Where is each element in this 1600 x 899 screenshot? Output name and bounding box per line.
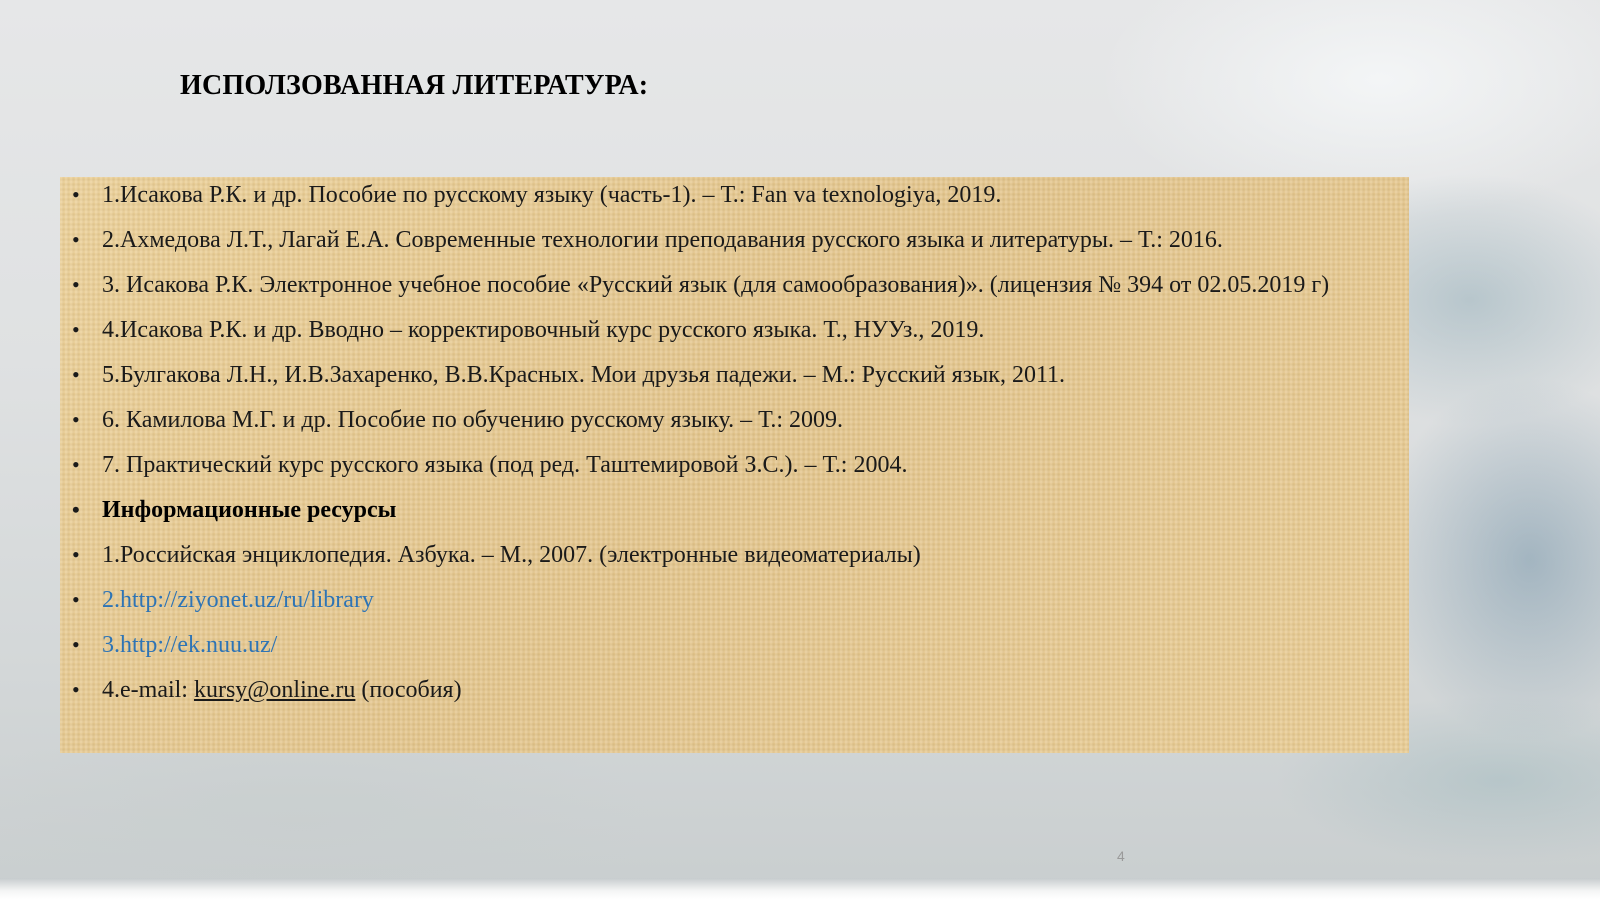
- list-item: [60, 226, 1409, 255]
- bullet-icon: •: [72, 452, 80, 477]
- ziyonet-link[interactable]: 2.http://ziyonet.uz/ru/library: [102, 587, 374, 613]
- list-item: [60, 631, 1409, 660]
- list-item: [60, 361, 1409, 390]
- resource-text: 1.Российская энциклопедия. Азбука. – М., 2007. (электронные видеоматериалы): [102, 542, 921, 568]
- bullet-icon: •: [72, 317, 80, 342]
- reference-text: 5.Булгакова Л.Н., И.В.Захаренко, В.В.Красных. Мои друзья падежи. – М.: Русский язык, 2011.: [102, 362, 1066, 388]
- reference-text: 4.Исакова Р.К. и др. Вводно – корректировочный курс русского языка. Т., НУУз., 2019.: [102, 317, 985, 343]
- bullet-icon: •: [72, 362, 80, 387]
- slide-title: ИСПОЛЗОВАННАЯ ЛИТЕРАТУРА:: [180, 70, 649, 101]
- list-item: [60, 406, 1409, 435]
- bullet-icon: •: [72, 497, 80, 522]
- reference-text: 6. Камилова М.Г. и др. Пособие по обучению русскому языку. – Т.: 2009.: [102, 407, 843, 433]
- resources-heading-item: [60, 496, 1409, 525]
- bullet-icon: •: [72, 407, 80, 432]
- reference-text: 7. Практический курс русского языка (под ред. Таштемировой З.С.). – Т.: 2004.: [102, 452, 908, 478]
- list-item: [60, 316, 1409, 345]
- list-item: [60, 586, 1409, 615]
- ek-nuu-link[interactable]: 3.http://ek.nuu.uz/: [102, 632, 278, 658]
- bullet-icon: •: [72, 182, 80, 207]
- bullet-icon: •: [72, 677, 80, 702]
- references-list: [60, 181, 1409, 721]
- list-item: [60, 271, 1409, 300]
- bullet-icon: •: [72, 587, 80, 612]
- bullet-icon: •: [72, 272, 80, 297]
- bullet-icon: •: [72, 632, 80, 657]
- list-item: [60, 181, 1409, 210]
- list-item: [60, 676, 1409, 705]
- reference-text: 2.Ахмедова Л.Т., Лагай Е.А. Современные технологии преподавания русского языка и литературы. – Т.: 2016.: [102, 227, 1223, 253]
- bullet-icon: •: [72, 227, 80, 252]
- page-number: 4: [1117, 848, 1125, 864]
- list-item: [60, 451, 1409, 480]
- list-item: [60, 541, 1409, 570]
- reference-text: 3. Исакова Р.К. Электронное учебное пособие «Русский язык (для самообразования)». (лицензия № 394 от 02.05.2019 г): [102, 272, 1330, 298]
- bullet-icon: •: [72, 542, 80, 567]
- slide-bottom-band: [0, 878, 1600, 899]
- resources-heading: Информационные ресурсы: [102, 497, 397, 523]
- email-suffix: (пособия): [355, 677, 462, 703]
- reference-text: 1.Исакова Р.К. и др. Пособие по русскому языку (часть-1). – Т.: Fan va texnologiya, 2019.: [102, 182, 1002, 208]
- email-link[interactable]: kursy@online.ru: [193, 677, 356, 703]
- email-prefix: 4.e-mail:: [102, 677, 194, 703]
- references-box: [60, 177, 1409, 753]
